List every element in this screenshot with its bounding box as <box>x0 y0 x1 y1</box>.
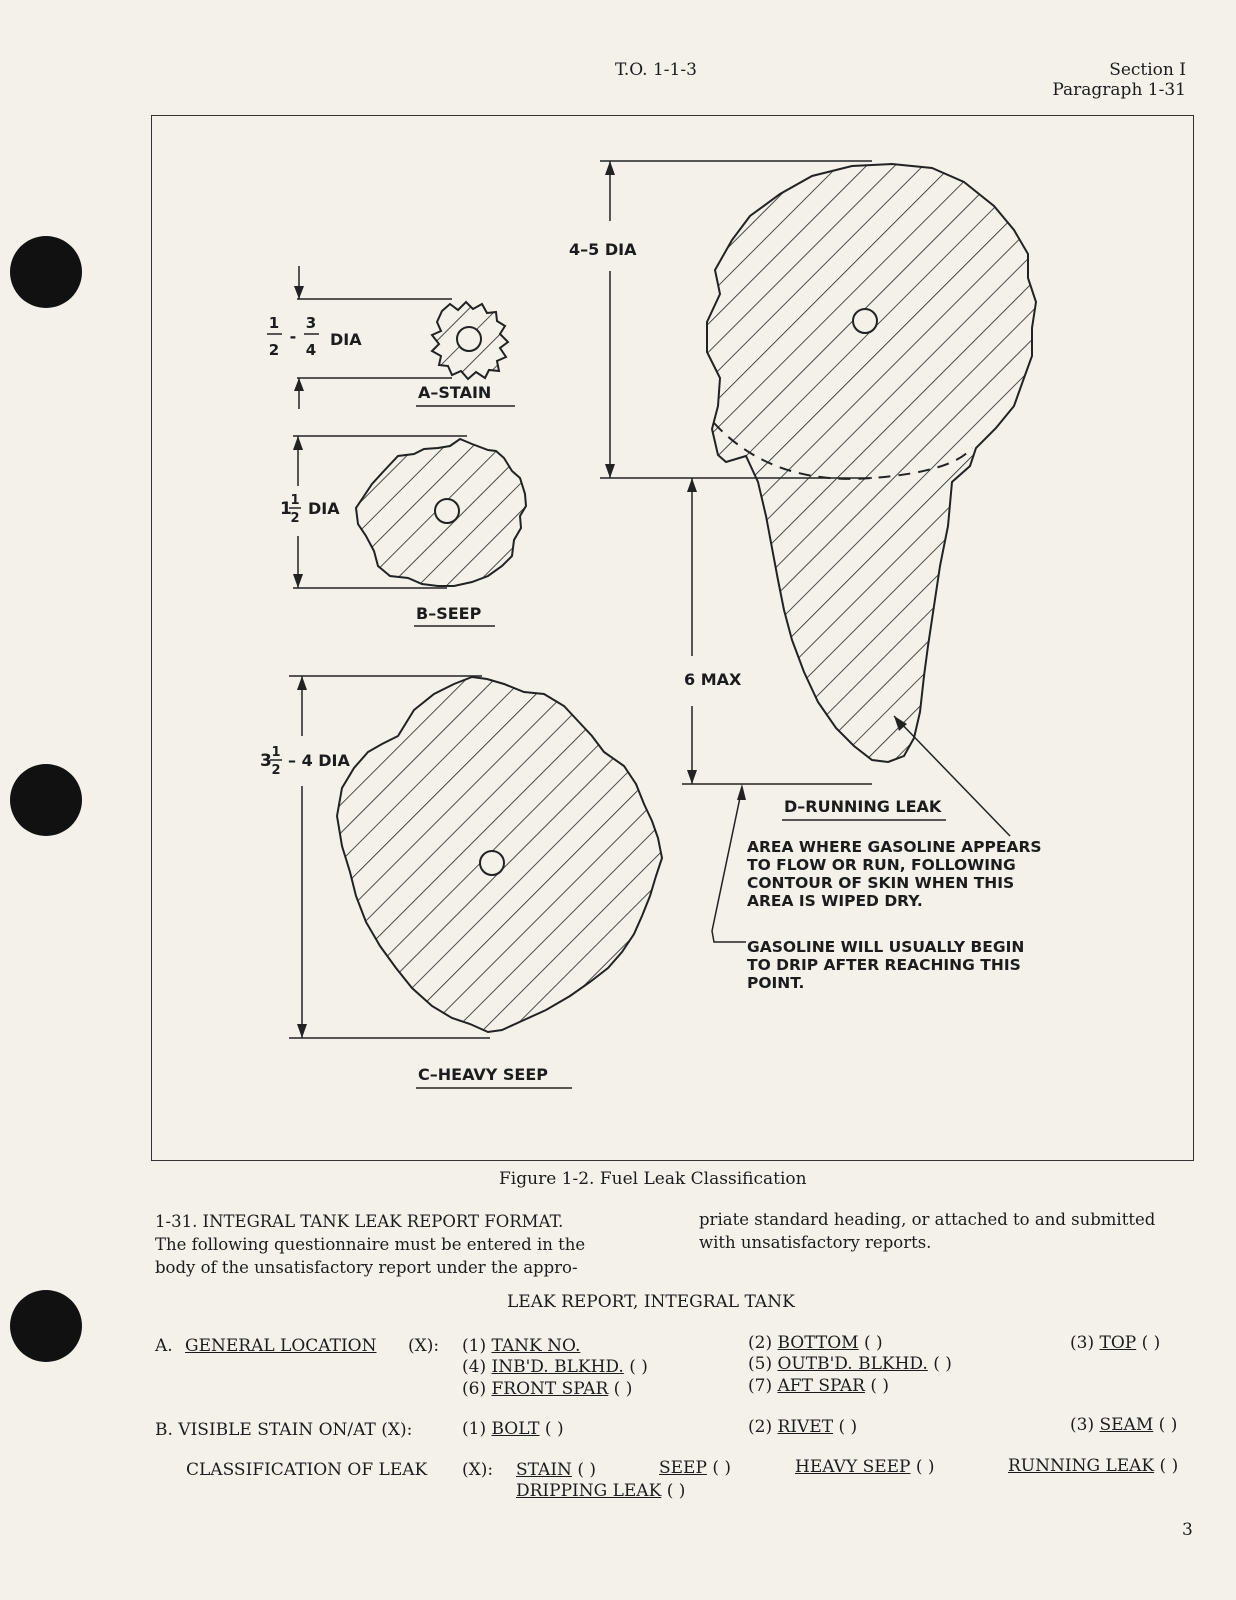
seep-frac-den: 2 <box>290 511 300 526</box>
a-item-6: (6) FRONT SPAR ( ) <box>462 1379 633 1399</box>
class-item-seep: SEEP ( ) <box>659 1458 731 1478</box>
report-title: LEAK REPORT, INTEGRAL TANK <box>507 1292 795 1312</box>
class-item-dripping-leak: DRIPPING LEAK ( ) <box>516 1481 686 1501</box>
heavy-seep-dim-suffix: – 4 DIA <box>288 751 350 770</box>
paragraph-left-line-1: The following questionnaire must be entered in the <box>155 1235 586 1254</box>
seep-label: B–SEEP <box>416 604 482 623</box>
paragraph-right-line-2: with unsatisfactory reports. <box>699 1233 932 1252</box>
running-leak-dim-top: 4–5 DIA <box>569 240 637 259</box>
running-leak-dim-bottom: 6 MAX <box>684 670 742 689</box>
a-item-7: (7) AFT SPAR ( ) <box>748 1376 889 1396</box>
area-note-line-3: CONTOUR OF SKIN WHEN THIS <box>747 874 1015 892</box>
b-item-1: (1) BOLT ( ) <box>462 1419 564 1439</box>
heavy-seep-center-hole <box>480 851 504 875</box>
binder-hole <box>10 236 82 308</box>
heavy-seep-diagram <box>260 676 662 1088</box>
paragraph-label: Paragraph 1-31 <box>1052 80 1186 100</box>
heavy-seep-dim-whole: 3 <box>260 751 272 771</box>
b-item-3: (3) SEAM ( ) <box>1070 1415 1178 1435</box>
class-item-running-leak: RUNNING LEAK ( ) <box>1008 1456 1179 1476</box>
drip-note-line-2: TO DRIP AFTER REACHING THIS <box>747 956 1021 974</box>
classification-label: CLASSIFICATION OF LEAK <box>186 1460 428 1480</box>
figure-caption: Figure 1-2. Fuel Leak Classification <box>499 1169 807 1189</box>
section-b-label: B. VISIBLE STAIN ON/AT (X): <box>155 1420 413 1440</box>
stain-label: A–STAIN <box>418 383 492 402</box>
running-leak-label: D–RUNNING LEAK <box>784 797 942 816</box>
running-leak-area <box>707 164 1036 762</box>
a-item-3: (3) TOP ( ) <box>1070 1333 1161 1353</box>
stain-center-hole <box>457 327 481 351</box>
area-note-line-2: TO FLOW OR RUN, FOLLOWING <box>747 856 1016 874</box>
seep-diagram <box>280 436 526 626</box>
section-a-prefix: A. <box>155 1336 173 1356</box>
class-item-heavy-seep: HEAVY SEEP ( ) <box>795 1457 935 1477</box>
area-note-line-4: AREA IS WIPED DRY. <box>747 892 923 910</box>
paragraph-left-column <box>155 1210 645 1279</box>
paragraph-left-line-2: body of the unsatisfactory report under the appro- <box>155 1258 578 1277</box>
to-number: T.O. 1-1-3 <box>615 60 697 80</box>
seep-frac-num: 1 <box>290 493 300 508</box>
class-item-stain: STAIN ( ) <box>516 1460 597 1480</box>
section-a-label: GENERAL LOCATION <box>185 1336 377 1356</box>
page-number: 3 <box>1182 1520 1193 1540</box>
stain-frac2-num: 3 <box>305 314 317 332</box>
seep-dim-suffix: DIA <box>308 499 340 518</box>
drip-note-line-3: POINT. <box>747 974 805 992</box>
stain-frac1-num: 1 <box>268 314 280 332</box>
paragraph-title: 1-31. INTEGRAL TANK LEAK REPORT FORMAT. <box>155 1212 564 1231</box>
stain-frac2-den: 4 <box>305 341 317 359</box>
figure-frame <box>151 115 1194 1161</box>
section-label: Section I <box>1109 60 1186 80</box>
stain-frac1-den: 2 <box>268 341 280 359</box>
heavy-seep-frac-den: 2 <box>271 763 281 778</box>
section-a-x: (X): <box>408 1336 440 1356</box>
fuel-leak-diagram <box>152 116 1193 1160</box>
a-item-5: (5) OUTB'D. BLKHD. ( ) <box>748 1354 952 1374</box>
drip-note-line-1: GASOLINE WILL USUALLY BEGIN <box>747 938 1025 956</box>
a-item-4: (4) INB'D. BLKHD. ( ) <box>462 1357 648 1377</box>
paragraph-right-column <box>699 1208 1199 1254</box>
seep-center-hole <box>435 499 459 523</box>
binder-hole <box>10 1290 82 1362</box>
b-item-2: (2) RIVET ( ) <box>748 1417 858 1437</box>
stain-diagram <box>267 266 515 409</box>
a-item-2: (2) BOTTOM ( ) <box>748 1333 883 1353</box>
running-leak-center-hole <box>853 309 877 333</box>
seep-dim-whole: 1 <box>280 499 292 519</box>
stain-dash: - <box>289 327 297 346</box>
heavy-seep-frac-num: 1 <box>271 745 281 760</box>
binder-hole <box>10 764 82 836</box>
stain-dim-label: DIA <box>330 330 362 349</box>
classification-x: (X): <box>462 1460 494 1480</box>
area-note-line-1: AREA WHERE GASOLINE APPEARS <box>747 838 1042 856</box>
paragraph-right-line-1: priate standard heading, or attached to and submitted <box>699 1210 1156 1229</box>
heavy-seep-label: C–HEAVY SEEP <box>418 1065 549 1084</box>
a-item-1: (1) TANK NO. <box>462 1336 581 1356</box>
